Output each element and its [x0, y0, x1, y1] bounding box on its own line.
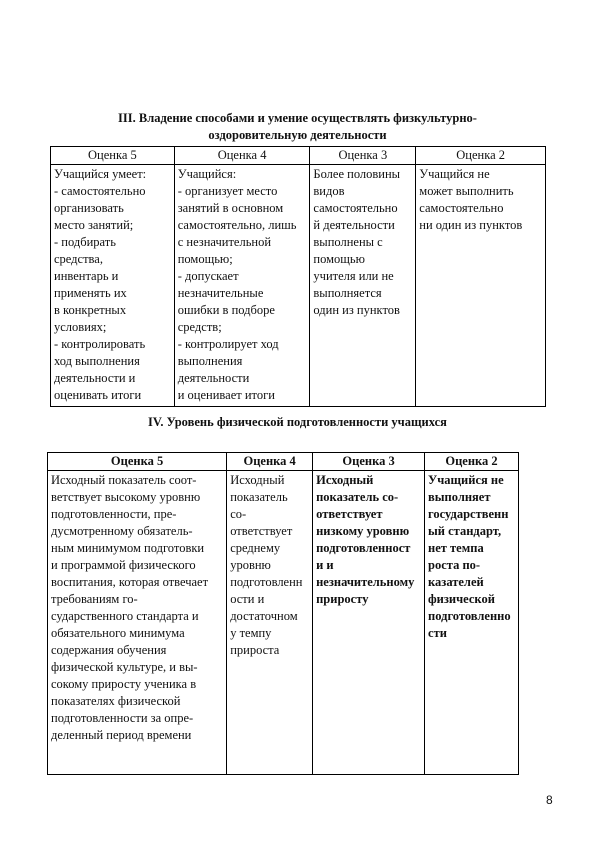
section3-title [0, 110, 595, 144]
table-header-row [48, 453, 519, 471]
cell-grade-4: Учащийся: - организует место занятий в основном самостоятельно, лишь с незначительной помощью; - допускает незначительные ошибки в подборе средств; - контролирует ход выполнения деятельности и оценивает итоги [174, 165, 310, 407]
section3-title-line2: оздоровительную деятельности [208, 128, 387, 142]
header-grade-4: Оценка 4 [227, 453, 313, 471]
cell-grade-5: Учащийся умеет: - самостоятельно организовать место занятий; - подбирать средства, инвентарь и применять их в конкретных условиях; - контролировать ход выполнения деятельности и оценивать итоги [51, 165, 175, 407]
header-grade-5: Оценка 5 [51, 147, 175, 165]
table-row [48, 471, 519, 775]
cell-grade-5: Исходный показатель соот- ветствует высокому уровню подготовленности, пре- дусмотренному обязатель- ным минимумом подготовки и программой физического воспитания, которая отвечает требованиям го- сударственного стандарта и обязательного минимума содержания обучения физической культуре, и вы- сокому приросту ученика в показателях физической подготовленности за опре- деленный период времени [48, 471, 227, 775]
cell-grade-2: Учащийся не выполняет государственн ый стандарт, нет темпа роста по- казателей физической подготовленно сти [425, 471, 519, 775]
cell-grade-3: Исходный показатель со- ответствует низкому уровню подготовленност и и незначительному приросту [313, 471, 425, 775]
section3-title-line1: III. Владение способами и умение осуществлять физкультурно- [118, 111, 477, 125]
page-number: 8 [546, 793, 553, 807]
header-grade-4: Оценка 4 [174, 147, 310, 165]
cell-grade-4: Исходный показатель со- ответствует среднему уровню подготовленн ости и достаточном у темпу прироста [227, 471, 313, 775]
header-grade-5: Оценка 5 [48, 453, 227, 471]
cell-grade-3: Более половины видов самостоятельно й деятельности выполнены с помощью учителя или не выполняется один из пунктов [310, 165, 416, 407]
table-header-row [51, 147, 546, 165]
header-grade-3: Оценка 3 [310, 147, 416, 165]
header-grade-2: Оценка 2 [425, 453, 519, 471]
table-row [51, 165, 546, 407]
header-grade-3: Оценка 3 [313, 453, 425, 471]
header-grade-2: Оценка 2 [416, 147, 546, 165]
cell-grade-2: Учащийся не может выполнить самостоятельно ни один из пунктов [416, 165, 546, 407]
section4-title: IV. Уровень физической подготовленности учащихся [148, 415, 447, 429]
section4-table [47, 452, 519, 775]
section3-table [50, 146, 546, 407]
